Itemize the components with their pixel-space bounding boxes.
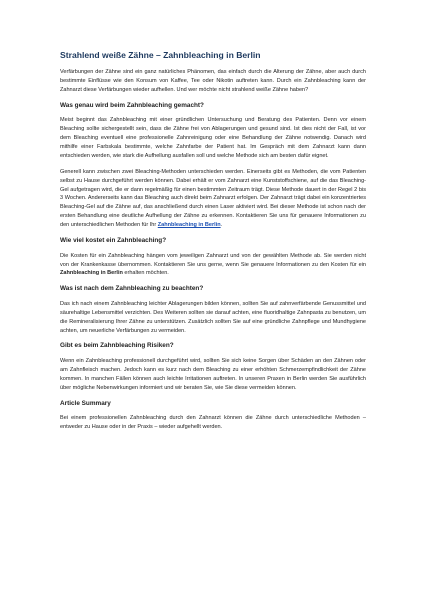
costs-paragraph bbox=[60, 252, 366, 279]
risks-paragraph: Wenn ein Zahnbleaching professionell durchgeführt wird, sollten Sie sich keine Sorgen über Schäden an den Zähnen oder am Zahnfleisch machen. Jedoch kann es kurz nach dem Bleaching zu einer erhöhten Schmerzempfindlichkeit der Zähne kommen. In manchen Fällen können auch leichte Irritationen auftreten. In unseren Praxen in Berlin werden Sie ausführlich über mögliche Nebenwirkungen informiert und wir beraten Sie, wie Sie diese vermeiden können. bbox=[60, 357, 366, 391]
section-heading-summary: Article Summary bbox=[60, 399, 111, 407]
procedure-paragraph-2-end: . bbox=[220, 222, 223, 229]
section-heading-costs: Wie viel kostet ein Zahnbleaching? bbox=[60, 237, 167, 245]
zahnbleaching-berlin-link[interactable]: Zahnbleaching in Berlin bbox=[157, 222, 221, 229]
costs-paragraph-end: erhalten möchten. bbox=[122, 270, 169, 277]
article-title: Strahlend weiße Zähne – Zahnbleaching in Berlin bbox=[60, 50, 261, 60]
section-heading-procedure: Was genau wird beim Zahnbleaching gemacht? bbox=[60, 101, 204, 109]
section-heading-aftercare: Was ist nach dem Zahnbleaching zu beachten? bbox=[60, 285, 204, 293]
section-heading-risks: Gibt es beim Zahnbleaching Risiken? bbox=[60, 342, 174, 350]
procedure-paragraph-2 bbox=[60, 168, 366, 230]
aftercare-paragraph: Das ich nach einem Zahnbleaching leichter Ablagerungen bilden können, sollten Sie auf zahnverfärbende Genussmittel und säurehaltige Lebensmittel verzichten. Des Weiteren sollten sie darauf achten, eine fluoridhaltige Zahnpasta zu benutzen, um die Remineralisierung Ihrer Zähne zu unterstützen. Zusätzlich sollten Sie auf eine gründliche Zahnpflege und Mundhygiene achten, um neuerliche Verfärbungen zu vermeiden. bbox=[60, 300, 366, 334]
summary-paragraph: Bei einem professionellen Zahnbleaching durch den Zahnarzt können die Zähne durch unterschiedliche Methoden – entweder zu Hause oder in der Praxis – wieder aufgehellt werden. bbox=[60, 415, 366, 430]
procedure-paragraph-2-text: Generell kann zwischen zwei Bleaching-Methoden unterschieden werden. Einerseits gibt es Methoden, die vom Patienten selbst zu Hause durchgeführt werden können. Dabei erhält er vom Zahnarzt eine Kunststoffschiene, auf die das Bleaching-Gel aufgetragen wird, die er dann regelmäßig für einen bestimmten Zeitraum trägt. Diese Methode dauert in der Regel 2 bis 3 Wochen. Andererseits kann das Bleaching auch direkt beim Zahnarzt erfolgen. Der Zahnarzt trägt dabei ein konzentriertes Bleaching-Gel auf die Zähne auf, das anschließend durch einen Laser aktiviert wird. Bei dieser Methode ist schon nach der ersten Behandlung eine deutliche Aufhellung der Zähne zu erkennen. Kontaktieren Sie uns für genauere Informationen zu den unterschiedlichen Methoden für Ihr bbox=[60, 168, 366, 229]
costs-paragraph-text: Die Kosten für ein Zahnbleaching hängen vom jeweiligen Zahnarzt und von der gewählten Methode ab. Sie werden nicht von der Krankenkasse übernommen. Kontaktieren Sie uns gerne, wenn Sie genauere Informationen zu den Kosten für ein bbox=[60, 252, 366, 268]
intro-paragraph: Verfärbungen der Zähne sind ein ganz natürliches Phänomen, das einfach durch die Alterung der Zähne, aber auch durch bestimmte Einflüsse wie den Konsum von Kaffee, Tee oder Nikotin auftreten kann. Durch ein Zahnbleaching kann der Zahnarzt diese Verfärbungen wieder aufhellen. Und wer möchte nicht strahlend weiße Zähne haben? bbox=[60, 69, 366, 93]
procedure-paragraph-1: Meist beginnt das Zahnbleaching mit einer gründlichen Untersuchung und Beratung des Patienten. Denn vor einem Bleaching sollte sichergestellt sein, dass die Zähne frei von Ablagerungen und gesund sind. Ist dies nicht der Fall, ist vor dem Bleaching eventuell eine professionelle Zahnreinigung oder eine Behandlung der Zähne notwendig. Danach wird mithilfe einer Farbskala bestimmte, welche Zahnfarbe der Patient hat. Im Gespräch mit dem Zahnarzt kann dann entschieden werden, wie stark die Aufhellung ausfallen soll und welche Methode sich am besten dafür eignet. bbox=[60, 117, 366, 159]
costs-bold-term: Zahnbleaching in Berlin bbox=[60, 270, 123, 277]
